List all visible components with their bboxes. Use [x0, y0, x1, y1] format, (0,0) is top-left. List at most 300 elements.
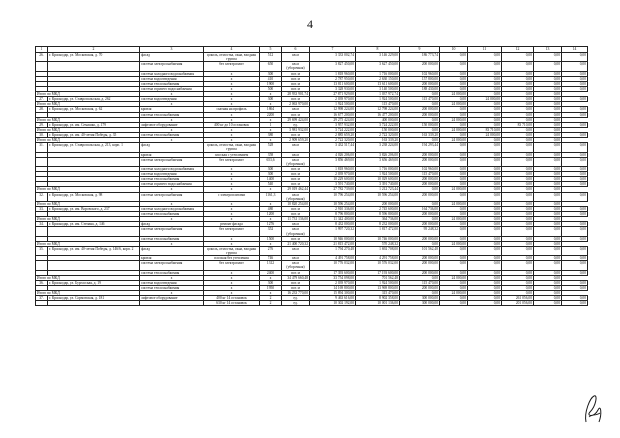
table-cell: 380: [260, 133, 282, 138]
table-cell: 3 724 222,00: [356, 122, 400, 127]
table-cell: пог. м: [282, 133, 310, 138]
table-cell: 0,00: [440, 166, 468, 171]
table-cell: 300 000,00: [400, 301, 440, 306]
table-cell: 0,00: [534, 246, 562, 255]
table-cell: 0,00: [440, 62, 468, 71]
table-cell: х: [140, 291, 204, 296]
table-cell: 0,00: [534, 62, 562, 71]
table-cell: 1500: [260, 236, 282, 241]
table-cell: кв.м: [282, 246, 310, 255]
table-cell: система водоотведения: [140, 172, 204, 177]
table-cell: 3 328 930,00: [310, 86, 356, 91]
table-cell: 650: [260, 62, 282, 71]
table-cell: кв.м (уборочная): [282, 227, 310, 236]
table-cell: 0,00: [502, 102, 534, 107]
table-cell: 3 656 469,00: [356, 157, 400, 166]
table-cell: х: [204, 241, 260, 246]
table-cell: 1 818 960,00: [310, 166, 356, 171]
table-cell: 2 722 320,00: [356, 133, 400, 138]
table-cell: 400 кг до 10 остановок: [204, 122, 260, 127]
table-cell: 8 432 000,00: [310, 222, 356, 227]
table-cell: 0,00: [468, 102, 502, 107]
table-cell: 2 909 659,20: [282, 138, 310, 143]
table-cell: 29.: [36, 122, 48, 127]
table-cell: 24 000,00: [440, 138, 468, 143]
table-cell: пог. м: [282, 280, 310, 285]
table-cell: 0,00: [400, 92, 440, 97]
table-cell: 0,00: [440, 122, 468, 127]
table-cell: 0,00: [468, 107, 502, 112]
table-cell: 200 000,00: [400, 236, 440, 241]
table-cell: 528: [260, 143, 282, 152]
table-cell: пог. м: [282, 212, 310, 217]
table-cell: 0,00: [562, 166, 588, 171]
table-cell: г. Краснодар, ул. Московская, д. 62: [48, 107, 140, 112]
table-cell: 3 827 450,00: [310, 62, 356, 71]
table-cell: 0,00: [400, 138, 440, 143]
table-cell: 163 339,20: [400, 133, 440, 138]
table-cell: 0,00: [400, 127, 440, 132]
table-cell: [48, 227, 140, 236]
table-cell: кровля: [140, 256, 204, 261]
table-cell: 1312: [260, 261, 282, 270]
table-cell: 33 754 098,00: [310, 275, 356, 280]
table-cell: 570 248,32: [356, 241, 400, 246]
table-cell: 0,00: [440, 177, 468, 182]
table-cell: [36, 261, 48, 270]
table-cell: фасад: [140, 143, 204, 152]
table-cell: 2 885 659,20: [310, 133, 356, 138]
table-cell: 0,00: [468, 81, 502, 86]
table-cell: 0,00: [440, 71, 468, 76]
table-cell: кв.м: [282, 107, 310, 112]
table-cell: 0,00: [502, 143, 534, 152]
table-cell: 0,00: [534, 107, 562, 112]
table-cell: 0,00: [502, 92, 534, 97]
table-cell: 0,00: [440, 143, 468, 152]
table-cell: ед.: [282, 296, 310, 301]
table-cell: [48, 301, 140, 306]
table-cell: 0,00: [534, 138, 562, 143]
table-cell: фасад: [140, 222, 204, 227]
table-cell: х: [140, 201, 204, 206]
table-cell: 0,00: [440, 152, 468, 157]
table-cell: х: [204, 92, 260, 97]
table-cell: 0,00: [440, 270, 468, 275]
table-row: [36, 227, 588, 236]
table-cell: х: [204, 81, 260, 86]
table-cell: кровля: [140, 152, 204, 157]
table-cell: 0,00: [440, 53, 468, 62]
table-cell: 0,00: [562, 152, 588, 157]
table-cell: 0,00: [502, 86, 534, 91]
table-cell: 0,00: [562, 285, 588, 290]
table-cell: пог. м: [282, 81, 310, 86]
table-cell: 24 000,00: [440, 127, 468, 132]
table-cell: 200 000,00: [400, 270, 440, 275]
table-cell: 0,00: [502, 133, 534, 138]
table-cell: Итого по МКД: [36, 127, 140, 132]
table-cell: 3 856 469,00: [310, 157, 356, 166]
table-cell: х: [260, 102, 282, 107]
table-cell: кв.м: [282, 222, 310, 227]
table-cell: 0,00: [440, 172, 468, 177]
table-cell: 0,00: [502, 157, 534, 166]
table-cell: х: [140, 187, 204, 192]
table-cell: плоская с утеплением: [204, 152, 260, 157]
table-cell: 3 724 222,00: [310, 127, 356, 132]
table-cell: 115 470,00: [400, 97, 440, 102]
table-cell: 3 333 002,74: [310, 53, 356, 62]
table-cell: 0,00: [534, 301, 562, 306]
table-cell: 0,00: [468, 166, 502, 171]
table-row: [36, 301, 588, 306]
table-cell: 24 000,00: [440, 117, 468, 122]
table-cell: 0,00: [468, 172, 502, 177]
table-cell: 200 000,00: [400, 182, 440, 187]
table-cell: 6: [282, 47, 310, 53]
table-cell: 1 818 960,00: [310, 71, 356, 76]
table-cell: кв.м: [282, 152, 310, 157]
table-cell: 200 000,00: [400, 62, 440, 71]
table-cell: 0,00: [468, 92, 502, 97]
table-cell: 0,00: [502, 76, 534, 81]
table-cell: кв.м (уборочная): [282, 261, 310, 270]
table-cell: система горячего водоснабжения: [140, 86, 204, 91]
table-cell: 1900: [260, 81, 282, 86]
table-cell: 2 039 970,00: [310, 97, 356, 102]
table-cell: 11 342 400,00: [310, 217, 356, 222]
table-cell: 1 212 723,44: [356, 187, 400, 192]
table-cell: система водоотведения: [140, 76, 204, 81]
table-cell: [140, 301, 204, 306]
table-cell: лифтовое оборудование: [140, 122, 204, 127]
table-cell: 95 248,32: [400, 227, 440, 236]
table-cell: 0,00: [562, 62, 588, 71]
table-cell: 0,00: [502, 172, 534, 177]
table-cell: 1400: [260, 177, 282, 182]
table-cell: 200 000,00: [400, 81, 440, 86]
table-cell: 0,00: [440, 280, 468, 285]
table-cell: 0,00: [562, 107, 588, 112]
table-cell: 0,00: [534, 97, 562, 102]
table-cell: 410: [260, 76, 282, 81]
table-cell: 0,00: [502, 206, 534, 211]
table-cell: кровля: [140, 107, 204, 112]
table-cell: 1200: [260, 212, 282, 217]
table-cell: 0,00: [534, 227, 562, 236]
table-cell: 1950: [260, 285, 282, 290]
table-cell: 115 470,00: [400, 172, 440, 177]
table-cell: 2 722 320,00: [310, 138, 356, 143]
table-cell: 480: [260, 206, 282, 211]
table-cell: 0,00: [468, 285, 502, 290]
table-cell: система холодного водоснабжения: [140, 71, 204, 76]
table-cell: 4 291 758,00: [356, 256, 400, 261]
table-cell: система теплоснабжения: [140, 236, 204, 241]
table-cell: 0,00: [400, 201, 440, 206]
table-cell: 0,00: [440, 212, 468, 217]
table-cell: 0,00: [562, 256, 588, 261]
table-cell: 0,00: [468, 280, 502, 285]
table-cell: 0,00: [534, 261, 562, 270]
table-cell: х: [204, 133, 260, 138]
table-cell: 2: [260, 296, 282, 301]
table-cell: 400 кг 14 остановок: [204, 296, 260, 301]
table-cell: 4 026 206,00: [310, 152, 356, 157]
table-cell: 0,00: [502, 107, 534, 112]
table-cell: х: [204, 112, 260, 117]
table-cell: 200 000,00: [400, 107, 440, 112]
table-cell: 2 787 950,00: [310, 76, 356, 81]
table-cell: 0,00: [534, 182, 562, 187]
table-cell: г. Краснодар, ул. им. Воровского, д. 237: [48, 206, 140, 211]
table-cell: 0,00: [440, 256, 468, 261]
table-cell: 10 596 254,00: [356, 192, 400, 201]
table-cell: 0,00: [534, 86, 562, 91]
table-cell: Итого по МКД: [36, 201, 140, 206]
table-cell: 13 969 800,00: [356, 285, 400, 290]
table-cell: 150 000,00: [356, 127, 400, 132]
table-cell: 315 470,00: [356, 291, 400, 296]
table-cell: 630 кг 14 остановок: [204, 301, 260, 306]
table-cell: 200 000,00: [400, 285, 440, 290]
table-cell: х: [260, 138, 282, 143]
table-cell: система электроснабжения: [140, 62, 204, 71]
table-cell: г. Краснодар, ул. им. 40-летия Победы, д. 35: [48, 133, 140, 138]
table-cell: 27.: [36, 97, 48, 102]
table-cell: система теплоснабжения: [140, 270, 204, 275]
table-cell: х: [204, 172, 260, 177]
table-cell: х: [204, 117, 260, 122]
table-cell: пог. м: [282, 206, 310, 211]
table-cell: 0,00: [534, 117, 562, 122]
table-cell: 0,00: [468, 201, 502, 206]
table-cell: г. Краснодар, ул. Московская, д. 98: [48, 192, 140, 201]
table-cell: 1 997 720,32: [310, 227, 356, 236]
table-cell: 0,00: [400, 102, 440, 107]
table-cell: 0,00: [400, 275, 440, 280]
table-cell: х: [260, 127, 282, 132]
table-cell: 0,00: [534, 133, 562, 138]
table-cell: 0,00: [440, 222, 468, 227]
table-cell: 0,00: [534, 92, 562, 97]
table-cell: 35.: [36, 246, 48, 255]
table-cell: 0,00: [468, 241, 502, 246]
table-cell: 3 238 224,00: [356, 143, 400, 152]
table-cell: х: [260, 187, 282, 192]
table-cell: 0,00: [440, 192, 468, 201]
table-cell: 1 037 972,74: [356, 92, 400, 97]
repair-register-table: [35, 46, 588, 306]
table-cell: 0,00: [534, 280, 562, 285]
table-cell: х: [204, 127, 260, 132]
table-cell: 0,00: [440, 112, 468, 117]
table-row: [36, 62, 588, 71]
table-cell: 9: [400, 47, 440, 53]
table-cell: 0,00: [502, 166, 534, 171]
table-cell: 24 000,00: [468, 97, 502, 102]
table-cell: г. Краснодар, ул. Московская, д. 70: [48, 53, 140, 62]
table-cell: 7: [310, 47, 356, 53]
table-cell: 0,00: [502, 112, 534, 117]
table-cell: 13 611 600,00: [356, 81, 400, 86]
table-cell: система электроснабжения: [140, 227, 204, 236]
table-cell: 1 716 000,00: [356, 166, 400, 171]
table-cell: Итого по МКД: [36, 92, 140, 97]
table-cell: пог. м: [282, 270, 310, 275]
table-cell: [36, 301, 48, 306]
table-cell: х: [140, 241, 204, 246]
table-cell: 3 140 500,00: [356, 86, 400, 91]
table-cell: 0,00: [400, 217, 440, 222]
table-cell: х: [260, 275, 282, 280]
table-cell: х: [204, 187, 260, 192]
table-cell: 1 692 708,00: [356, 246, 400, 255]
table-cell: 0,00: [534, 201, 562, 206]
table-cell: 3 591 740,00: [310, 182, 356, 187]
table-cell: система теплоснабжения: [140, 112, 204, 117]
table-cell: 0,00: [562, 172, 588, 177]
table-cell: 200 000,00: [400, 212, 440, 217]
table-cell: 0,00: [562, 133, 588, 138]
table-row: [36, 143, 588, 152]
table-cell: 0,00: [562, 97, 588, 102]
table-cell: [36, 62, 48, 71]
table-cell: 300: [260, 97, 282, 102]
table-cell: 11: [468, 47, 502, 53]
table-cell: 0,00: [562, 236, 588, 241]
table-cell: 1 924 500,00: [356, 280, 400, 285]
table-cell: пог. м: [282, 166, 310, 171]
table-cell: 150 000,00: [400, 122, 440, 127]
table-cell: х: [140, 217, 204, 222]
table-cell: 2: [48, 47, 140, 53]
table-cell: 0,00: [562, 143, 588, 152]
table-cell: 24 000,00: [440, 275, 468, 280]
table-cell: 1 924 500,00: [310, 102, 356, 107]
table-cell: 14 169 800,00: [310, 285, 356, 290]
table-cell: 300: [260, 71, 282, 76]
table-cell: 540: [260, 182, 282, 187]
table-cell: 10 229 600,00: [310, 177, 356, 182]
table-cell: Итого по МКД: [36, 138, 140, 143]
table-cell: 0,00: [562, 177, 588, 182]
table-cell: 8: [356, 47, 400, 53]
table-cell: 17 393 600,00: [310, 270, 356, 275]
table-cell: 29 275 424,00: [310, 117, 356, 122]
table-cell: 0,00: [502, 285, 534, 290]
table-cell: 0,00: [534, 53, 562, 62]
table-cell: 0,00: [534, 81, 562, 86]
table-cell: 0,00: [502, 187, 534, 192]
table-cell: х: [204, 236, 260, 241]
table-cell: 0,00: [534, 177, 562, 182]
table-cell: 0,00: [440, 227, 468, 236]
table-cell: 17 193 600,00: [356, 270, 400, 275]
table-row: [36, 246, 588, 255]
table-cell: 12: [502, 47, 534, 53]
table-cell: пог. м: [282, 172, 310, 177]
table-cell: х: [204, 166, 260, 171]
table-cell: 0,00: [440, 97, 468, 102]
table-cell: 1 794 270,48: [310, 246, 356, 255]
table-cell: 0,00: [440, 86, 468, 91]
table-cell: 0,00: [468, 270, 502, 275]
table-cell: плоская без утепления: [204, 256, 260, 261]
table-cell: 4 491 758,00: [310, 256, 356, 261]
table-cell: цоколь, отмостка, окна, входная группа: [204, 53, 260, 62]
table-cell: система горячего водоснабжения: [140, 182, 204, 187]
table-cell: 0,00: [502, 53, 534, 62]
table-cell: 0,00: [502, 227, 534, 236]
table-cell: с электроплитами: [204, 192, 260, 201]
table-row: [36, 53, 588, 62]
table-cell: х: [140, 275, 204, 280]
table-cell: 186 773,74: [400, 53, 440, 62]
table-cell: 16 477 200,00: [356, 112, 400, 117]
table-cell: Итого по МКД: [36, 102, 140, 107]
table-cell: система теплоснабжения: [140, 81, 204, 86]
table-cell: 0,00: [534, 192, 562, 201]
table-cell: 3 826 206,00: [356, 152, 400, 157]
table-cell: 11 731 136,00: [282, 217, 310, 222]
table-cell: 0,00: [468, 62, 502, 71]
table-cell: 0,00: [468, 212, 502, 217]
table-cell: 0,00: [468, 246, 502, 255]
table-cell: 1: [260, 122, 282, 127]
table-cell: 746: [260, 256, 282, 261]
table-cell: 34.: [36, 222, 48, 227]
table-cell: 0,00: [534, 241, 562, 246]
table-cell: [36, 227, 48, 236]
table-cell: х: [260, 291, 282, 296]
table-cell: 0,00: [440, 76, 468, 81]
table-cell: 0,00: [562, 212, 588, 217]
table-cell: г. Краснодар, ул. Ставропольская, д. 262: [48, 97, 140, 102]
table-cell: 0,00: [468, 143, 502, 152]
table-cell: 0,00: [534, 222, 562, 227]
table-cell: 276: [260, 246, 282, 255]
table-cell: 24 000,00: [440, 102, 468, 107]
table-cell: 8 796 800,00: [310, 212, 356, 217]
table-cell: 200 000,00: [400, 157, 440, 166]
table-cell: 163 339,20: [356, 138, 400, 143]
table-cell: пог. м: [282, 112, 310, 117]
table-cell: [48, 157, 140, 166]
table-cell: х: [204, 177, 260, 182]
table-cell: 24 000,00: [440, 291, 468, 296]
table-cell: 0,00: [562, 261, 588, 270]
table-cell: 0,00: [502, 270, 534, 275]
table-cell: 0,00: [534, 143, 562, 152]
table-cell: 0,00: [562, 53, 588, 62]
table-cell: 16 233 770,00: [282, 291, 310, 296]
table-cell: 0,00: [468, 192, 502, 201]
table-cell: 10: [440, 47, 468, 53]
table-cell: х: [140, 138, 204, 143]
table-cell: 0,00: [502, 212, 534, 217]
table-cell: 24 000,00: [440, 217, 468, 222]
table-cell: 0,00: [502, 62, 534, 71]
table-cell: 0,00: [502, 256, 534, 261]
table-cell: 0,00: [440, 236, 468, 241]
table-cell: 0,00: [440, 182, 468, 187]
table-cell: 2 063 970,00: [282, 102, 310, 107]
table-cell: 37.: [36, 296, 48, 301]
table-cell: без электроплит: [204, 62, 260, 71]
table-cell: 200 000,00: [400, 222, 440, 227]
